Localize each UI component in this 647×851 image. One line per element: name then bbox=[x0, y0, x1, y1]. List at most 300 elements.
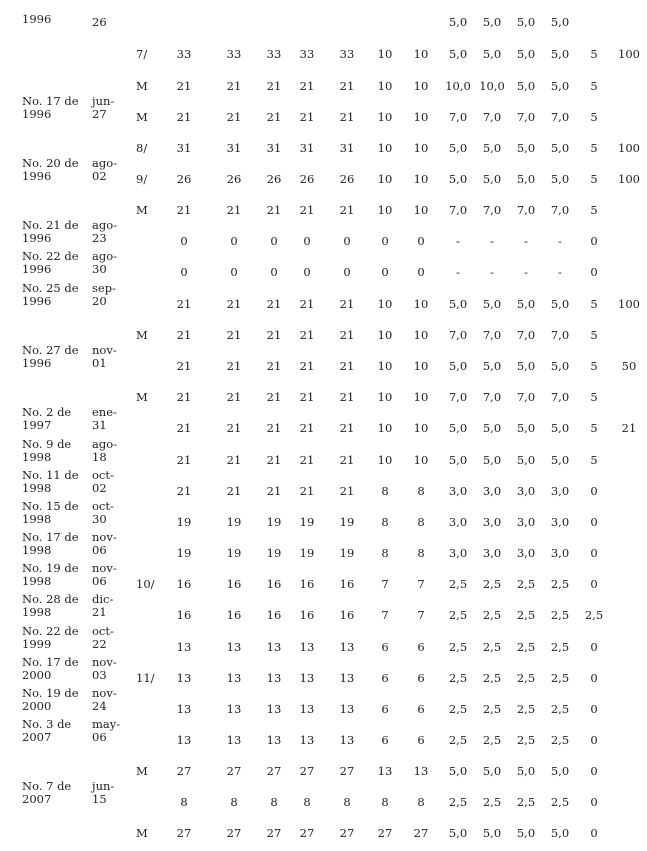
table-cell: 5,0 bbox=[550, 172, 570, 186]
table-cell: 100 bbox=[618, 141, 640, 155]
table-cell: 0 bbox=[590, 484, 598, 498]
decree-year: 1998 bbox=[22, 574, 52, 588]
table-cell: 2,5 bbox=[516, 640, 536, 654]
decree-number: No. 17 de bbox=[22, 655, 79, 669]
table-cell: 21 bbox=[226, 297, 242, 311]
decree-day: 30 bbox=[92, 512, 107, 526]
table-cell: 10 bbox=[377, 453, 393, 467]
table-cell: 0 bbox=[590, 515, 598, 529]
table-cell: 5 bbox=[590, 203, 598, 217]
table-cell: 21 bbox=[299, 297, 315, 311]
table-cell: 3,0 bbox=[550, 484, 570, 498]
table-cell: 5,0 bbox=[448, 47, 468, 61]
table-cell: 21 bbox=[339, 79, 355, 93]
table-cell: 0 bbox=[590, 234, 598, 248]
table-cell: - bbox=[490, 234, 494, 248]
table-cell: 16 bbox=[176, 577, 192, 591]
table-cell: 7,0 bbox=[482, 390, 502, 404]
decree-number: No. 22 de bbox=[22, 624, 79, 638]
table-cell: 21 bbox=[339, 203, 355, 217]
table-cell: 19 bbox=[266, 546, 282, 560]
table-cell: 21 bbox=[226, 453, 242, 467]
table-cell: 5,0 bbox=[516, 359, 536, 373]
table-cell: 27 bbox=[226, 764, 242, 778]
table-cell: 8 bbox=[381, 795, 389, 809]
table-cell: 7,0 bbox=[550, 328, 570, 342]
decree-year: 1997 bbox=[22, 418, 52, 432]
row-mark: M bbox=[136, 203, 148, 217]
table-cell: 21 bbox=[339, 297, 355, 311]
decree-number: No. 28 de bbox=[22, 592, 79, 606]
decree-year: 1998 bbox=[22, 450, 52, 464]
table-cell: 0 bbox=[381, 234, 389, 248]
decree-day: 02 bbox=[92, 481, 107, 495]
decree-month: sep- bbox=[92, 281, 116, 295]
row-mark: M bbox=[136, 110, 148, 124]
table-cell: 21 bbox=[226, 328, 242, 342]
table-cell: 21 bbox=[299, 79, 315, 93]
table-cell: 2,5 bbox=[482, 640, 502, 654]
row-mark: M bbox=[136, 328, 148, 342]
row-mark: 7/ bbox=[136, 47, 148, 61]
table-cell: 5,0 bbox=[482, 359, 502, 373]
table-cell: 13 bbox=[339, 702, 355, 716]
table-cell: 5,0 bbox=[482, 141, 502, 155]
table-cell: 27 bbox=[176, 764, 192, 778]
decree-month: dic- bbox=[92, 592, 114, 606]
decree-day: 22 bbox=[92, 637, 107, 651]
table-cell: 31 bbox=[226, 141, 242, 155]
table-cell: 0 bbox=[590, 265, 598, 279]
decree-month: ene- bbox=[92, 405, 117, 419]
table-cell: 3,0 bbox=[448, 546, 468, 560]
table-cell: 13 bbox=[176, 640, 192, 654]
table-cell: 8 bbox=[381, 515, 389, 529]
table-cell: 5,0 bbox=[448, 297, 468, 311]
table-cell: 21 bbox=[176, 203, 192, 217]
table-cell: 2,5 bbox=[482, 671, 502, 685]
table-cell: 2,5 bbox=[482, 577, 502, 591]
decree-year: 2007 bbox=[22, 792, 52, 806]
row-mark: 10/ bbox=[136, 577, 155, 591]
table-cell: 3,0 bbox=[516, 546, 536, 560]
decree-day: 15 bbox=[92, 792, 107, 806]
table-cell: 27 bbox=[299, 764, 315, 778]
decree-month: nov- bbox=[92, 343, 117, 357]
table-cell: 5,0 bbox=[482, 297, 502, 311]
table-cell: 2,5 bbox=[550, 702, 570, 716]
decree-number: No. 20 de bbox=[22, 156, 79, 170]
table-cell: 10 bbox=[413, 453, 429, 467]
table-cell: 13 bbox=[299, 671, 315, 685]
table-cell: 8 bbox=[180, 795, 188, 809]
table-cell: 21 bbox=[299, 203, 315, 217]
table-cell: 10 bbox=[377, 79, 393, 93]
decree-year: 1996 bbox=[22, 231, 52, 245]
table-cell: 10 bbox=[413, 359, 429, 373]
table-cell: 5,0 bbox=[448, 421, 468, 435]
table-cell: 2,5 bbox=[516, 733, 536, 747]
table-cell: - bbox=[490, 265, 494, 279]
table-cell: 0 bbox=[590, 795, 598, 809]
table-cell: 7,0 bbox=[482, 203, 502, 217]
decree-number: No. 7 de bbox=[22, 779, 72, 793]
table-cell: 10 bbox=[377, 110, 393, 124]
decree-number: No. 2 de bbox=[22, 405, 72, 419]
table-cell: 13 bbox=[377, 764, 393, 778]
table-cell: 5,0 bbox=[516, 297, 536, 311]
decree-day: 06 bbox=[92, 574, 107, 588]
decree-number: No. 9 de bbox=[22, 437, 72, 451]
table-cell: 13 bbox=[413, 764, 429, 778]
decree-day: 01 bbox=[92, 356, 107, 370]
table-cell: 21 bbox=[176, 359, 192, 373]
decree-year: 1996 bbox=[22, 107, 52, 121]
table-cell: 10,0 bbox=[445, 79, 471, 93]
decree-year: 1996 bbox=[22, 12, 52, 26]
table-cell: 6 bbox=[417, 671, 425, 685]
table-cell: 2,5 bbox=[448, 702, 468, 716]
table-cell: 21 bbox=[339, 110, 355, 124]
decree-month: ago- bbox=[92, 249, 118, 263]
table-cell: 5,0 bbox=[550, 79, 570, 93]
table-cell: 13 bbox=[176, 733, 192, 747]
table-cell: 10 bbox=[413, 110, 429, 124]
table-cell: 0 bbox=[590, 546, 598, 560]
table-cell: 5,0 bbox=[550, 764, 570, 778]
table-cell: 3,0 bbox=[516, 515, 536, 529]
table-cell: 16 bbox=[299, 608, 315, 622]
table-cell: 2,5 bbox=[482, 795, 502, 809]
table-cell: 5 bbox=[590, 453, 598, 467]
table-cell: 6 bbox=[381, 671, 389, 685]
table-cell: 13 bbox=[266, 702, 282, 716]
decree-year: 1999 bbox=[22, 637, 52, 651]
table-cell: 0 bbox=[417, 234, 425, 248]
table-cell: 21 bbox=[176, 421, 192, 435]
decree-year: 1996 bbox=[22, 262, 52, 276]
table-cell: 21 bbox=[266, 484, 282, 498]
table-cell: 16 bbox=[266, 608, 282, 622]
table-cell: 19 bbox=[299, 515, 315, 529]
table-cell: 5 bbox=[590, 79, 598, 93]
table-cell: 10 bbox=[377, 172, 393, 186]
table-cell: 7,0 bbox=[550, 203, 570, 217]
table-cell: 21 bbox=[226, 359, 242, 373]
table-cell: 10 bbox=[413, 172, 429, 186]
table-cell: 6 bbox=[417, 640, 425, 654]
decree-month: oct- bbox=[92, 468, 114, 482]
table-cell: 8 bbox=[381, 546, 389, 560]
decree-year: 1998 bbox=[22, 481, 52, 495]
table-cell: 21 bbox=[266, 79, 282, 93]
table-cell: 21 bbox=[176, 110, 192, 124]
table-cell: 2,5 bbox=[448, 577, 468, 591]
table-cell: 27 bbox=[339, 764, 355, 778]
decree-year: 1998 bbox=[22, 512, 52, 526]
table-cell: 27 bbox=[176, 826, 192, 840]
table-cell: 7,0 bbox=[550, 110, 570, 124]
table-cell: 5,0 bbox=[448, 764, 468, 778]
table-cell: 3,0 bbox=[550, 546, 570, 560]
decree-number: No. 17 de bbox=[22, 94, 79, 108]
table-cell: 2,5 bbox=[448, 733, 468, 747]
table-cell: 21 bbox=[299, 328, 315, 342]
table-cell: 31 bbox=[266, 141, 282, 155]
table-cell: 5,0 bbox=[516, 141, 536, 155]
table-cell: 21 bbox=[339, 359, 355, 373]
table-cell: 10 bbox=[377, 141, 393, 155]
table-cell: 33 bbox=[176, 47, 192, 61]
table-cell: 2,5 bbox=[584, 608, 604, 622]
table-cell: 33 bbox=[226, 47, 242, 61]
row-mark: M bbox=[136, 79, 148, 93]
table-cell: 2,5 bbox=[482, 702, 502, 716]
row-mark: M bbox=[136, 390, 148, 404]
decree-year: 1996 bbox=[22, 169, 52, 183]
decree-month: jun- bbox=[92, 779, 115, 793]
row-mark: 11/ bbox=[136, 671, 155, 685]
table-cell: 10 bbox=[413, 297, 429, 311]
table-cell: 5,0 bbox=[550, 453, 570, 467]
table-cell: 2,5 bbox=[550, 733, 570, 747]
table-cell: 5 bbox=[590, 110, 598, 124]
table-cell: 5 bbox=[590, 141, 598, 155]
decree-month: oct- bbox=[92, 624, 114, 638]
table-cell: 7,0 bbox=[516, 390, 536, 404]
decree-day: 27 bbox=[92, 107, 107, 121]
table-cell: 16 bbox=[299, 577, 315, 591]
decree-number: No. 22 de bbox=[22, 249, 79, 263]
decree-month: may- bbox=[92, 717, 121, 731]
table-cell: 5,0 bbox=[516, 15, 536, 29]
table-cell: 27 bbox=[266, 764, 282, 778]
table-cell: 13 bbox=[339, 671, 355, 685]
table-cell: 10 bbox=[413, 47, 429, 61]
decree-year: 1996 bbox=[22, 294, 52, 308]
table-cell: 21 bbox=[339, 390, 355, 404]
table-cell: 27 bbox=[413, 826, 429, 840]
table-cell: 10 bbox=[377, 359, 393, 373]
table-cell: 21 bbox=[266, 453, 282, 467]
table-cell: 2,5 bbox=[482, 608, 502, 622]
table-cell: 5,0 bbox=[550, 421, 570, 435]
table-cell: 0 bbox=[303, 265, 311, 279]
table-cell: 2,5 bbox=[550, 795, 570, 809]
table-cell: 6 bbox=[381, 640, 389, 654]
table-cell: 26 bbox=[266, 172, 282, 186]
table-cell: 10 bbox=[377, 390, 393, 404]
table-cell: 2,5 bbox=[448, 608, 468, 622]
table-cell: 16 bbox=[339, 577, 355, 591]
table-cell: 0 bbox=[343, 234, 351, 248]
table-cell: 5,0 bbox=[482, 764, 502, 778]
decree-number: No. 15 de bbox=[22, 499, 79, 513]
table-cell: 21 bbox=[266, 110, 282, 124]
decree-month: ago- bbox=[92, 156, 118, 170]
decree-year: 2000 bbox=[22, 699, 52, 713]
table-cell: 5,0 bbox=[448, 15, 468, 29]
decree-month: ago- bbox=[92, 437, 118, 451]
table-cell: 5,0 bbox=[482, 826, 502, 840]
table-cell: 0 bbox=[590, 702, 598, 716]
decree-month: nov- bbox=[92, 530, 117, 544]
decree-year: 1998 bbox=[22, 543, 52, 557]
table-cell: 21 bbox=[299, 390, 315, 404]
table-cell: 19 bbox=[266, 515, 282, 529]
table-cell: 19 bbox=[176, 515, 192, 529]
table-cell: 21 bbox=[176, 390, 192, 404]
table-cell: 26 bbox=[339, 172, 355, 186]
decree-year: 2007 bbox=[22, 730, 52, 744]
table-cell: 13 bbox=[339, 640, 355, 654]
table-cell: 5,0 bbox=[448, 141, 468, 155]
table-cell: 100 bbox=[618, 47, 640, 61]
decree-year: 1998 bbox=[22, 605, 52, 619]
decree-day: 06 bbox=[92, 730, 107, 744]
table-cell: 10 bbox=[413, 141, 429, 155]
table-cell: 5,0 bbox=[550, 297, 570, 311]
table-cell: 21 bbox=[176, 79, 192, 93]
table-cell: 2,5 bbox=[516, 577, 536, 591]
decree-number: No. 19 de bbox=[22, 561, 79, 575]
table-cell: 0 bbox=[417, 265, 425, 279]
table-cell: 0 bbox=[590, 826, 598, 840]
table-cell: 5 bbox=[590, 328, 598, 342]
decree-day: 02 bbox=[92, 169, 107, 183]
table-cell: 3,0 bbox=[482, 515, 502, 529]
table-cell: 7,0 bbox=[516, 328, 536, 342]
decree-day: 24 bbox=[92, 699, 107, 713]
table-cell: 21 bbox=[339, 421, 355, 435]
table-cell: 26 bbox=[299, 172, 315, 186]
table-cell: 21 bbox=[176, 453, 192, 467]
decree-year: 1996 bbox=[22, 356, 52, 370]
table-cell: 7,0 bbox=[448, 203, 468, 217]
table-cell: 13 bbox=[299, 640, 315, 654]
decree-number: No. 17 de bbox=[22, 530, 79, 544]
table-cell: 7,0 bbox=[516, 110, 536, 124]
table-cell: 0 bbox=[270, 234, 278, 248]
table-cell: 10 bbox=[413, 390, 429, 404]
table-cell: 5,0 bbox=[550, 47, 570, 61]
table-cell: 100 bbox=[618, 172, 640, 186]
table-cell: 7,0 bbox=[448, 110, 468, 124]
table-cell: 2,5 bbox=[516, 671, 536, 685]
row-mark: M bbox=[136, 826, 148, 840]
table-cell: 27 bbox=[377, 826, 393, 840]
table-cell: 2,5 bbox=[516, 795, 536, 809]
table-cell: - bbox=[524, 265, 528, 279]
table-cell: 5,0 bbox=[448, 826, 468, 840]
table-cell: 10 bbox=[377, 297, 393, 311]
table-cell: 16 bbox=[266, 577, 282, 591]
table-cell: 21 bbox=[266, 203, 282, 217]
table-cell: 10 bbox=[413, 421, 429, 435]
table-cell: 0 bbox=[230, 265, 238, 279]
decree-day: 31 bbox=[92, 418, 107, 432]
table-cell: 13 bbox=[266, 640, 282, 654]
table-cell: 16 bbox=[226, 577, 242, 591]
decree-day: 18 bbox=[92, 450, 107, 464]
table-cell: 13 bbox=[176, 702, 192, 716]
table-cell: 6 bbox=[417, 733, 425, 747]
table-cell: 3,0 bbox=[482, 484, 502, 498]
decree-number: No. 3 de bbox=[22, 717, 72, 731]
table-cell: 2,5 bbox=[550, 608, 570, 622]
table-cell: 13 bbox=[226, 733, 242, 747]
table-cell: 8 bbox=[417, 795, 425, 809]
table-cell: 21 bbox=[299, 484, 315, 498]
table-cell: 2,5 bbox=[550, 577, 570, 591]
table-cell: 0 bbox=[303, 234, 311, 248]
table-cell: 0 bbox=[590, 640, 598, 654]
table-cell: 7,0 bbox=[448, 328, 468, 342]
decree-number: No. 25 de bbox=[22, 281, 79, 295]
table-cell: 27 bbox=[266, 826, 282, 840]
table-cell: 8 bbox=[417, 515, 425, 529]
table-cell: 21 bbox=[299, 453, 315, 467]
table-cell: 3,0 bbox=[550, 515, 570, 529]
table-cell: 5,0 bbox=[516, 453, 536, 467]
table-cell: 13 bbox=[226, 702, 242, 716]
table-cell: 6 bbox=[381, 733, 389, 747]
table-cell: 27 bbox=[226, 826, 242, 840]
table-cell: 100 bbox=[618, 297, 640, 311]
table-cell: 0 bbox=[381, 265, 389, 279]
table-cell: - bbox=[456, 234, 460, 248]
table-cell: 5 bbox=[590, 297, 598, 311]
table-cell: 8 bbox=[381, 484, 389, 498]
table-cell: 5,0 bbox=[516, 47, 536, 61]
table-cell: 0 bbox=[180, 234, 188, 248]
table-cell: 3,0 bbox=[448, 515, 468, 529]
table-cell: 2,5 bbox=[516, 608, 536, 622]
decree-number: No. 21 de bbox=[22, 218, 79, 232]
table-cell: 5,0 bbox=[482, 15, 502, 29]
table-cell: 21 bbox=[266, 390, 282, 404]
table-cell: 3,0 bbox=[448, 484, 468, 498]
table-cell: 5 bbox=[590, 47, 598, 61]
table-cell: 19 bbox=[226, 515, 242, 529]
decree-year: 2000 bbox=[22, 668, 52, 682]
table-cell: 10 bbox=[413, 203, 429, 217]
decree-month: nov- bbox=[92, 655, 117, 669]
table-cell: 5,0 bbox=[516, 764, 536, 778]
table-cell: 13 bbox=[226, 671, 242, 685]
table-cell: 21 bbox=[266, 297, 282, 311]
table-cell: - bbox=[456, 265, 460, 279]
table-cell: 2,5 bbox=[516, 702, 536, 716]
decree-month: 26 bbox=[92, 15, 107, 29]
table-cell: 3,0 bbox=[482, 546, 502, 560]
table-cell: 7,0 bbox=[516, 203, 536, 217]
table-cell: 5 bbox=[590, 172, 598, 186]
table-cell: 8 bbox=[270, 795, 278, 809]
table-cell: 5,0 bbox=[448, 359, 468, 373]
decree-day: 30 bbox=[92, 262, 107, 276]
table-cell: 2,5 bbox=[550, 640, 570, 654]
decree-number: No. 27 de bbox=[22, 343, 79, 357]
table-cell: 21 bbox=[339, 453, 355, 467]
table-cell: 21 bbox=[266, 421, 282, 435]
table-cell: 5,0 bbox=[482, 453, 502, 467]
table-cell: 19 bbox=[339, 515, 355, 529]
table-cell: 21 bbox=[176, 484, 192, 498]
table-cell: 0 bbox=[590, 671, 598, 685]
table-cell: 0 bbox=[180, 265, 188, 279]
table-cell: - bbox=[524, 234, 528, 248]
